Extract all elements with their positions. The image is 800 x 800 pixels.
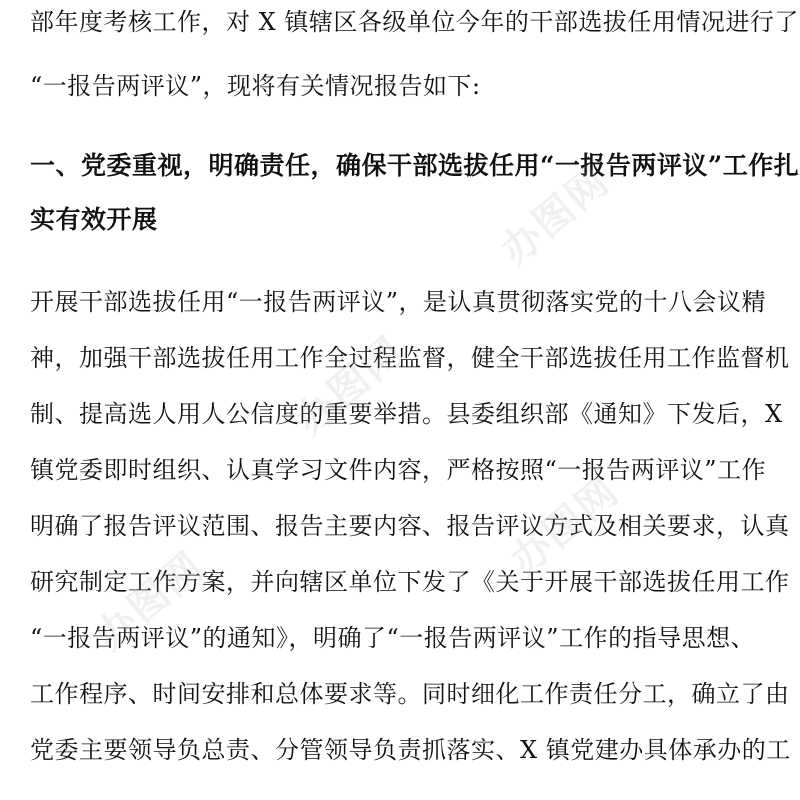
text-line-3: 开展干部选拔任用“一报告两评议”，是认真贯彻落实党的十八会议精 [30,288,767,316]
watermark-right: 办图网 [502,468,629,585]
watermark-left: 办图网 [87,543,214,660]
text-line-7: 明确了报告评议范围、报告主要内容、报告评议方式及相关要求，认真 [30,512,790,540]
text-line-8: 研究制定工作方案，并向辖区单位下发了《关于开展干部选拔任用工作 [30,568,790,596]
text-line-1: 部年度考核工作，对 X 镇辖区各级单位今年的干部选拔任用情况进行了 [30,8,799,36]
text-line-10: 工作程序、时间安排和总体要求等。同时细化工作责任分工，确立了由 [30,680,790,708]
section-heading-line-2: 实有效开展 [30,205,158,234]
text-line-4: 神，加强干部选拔任用工作全过程监督，健全干部选拔任用工作监督机 [30,344,790,372]
text-line-2: “一报告两评议”，现将有关情况报告如下: [30,72,481,100]
text-line-6: 镇党委即时组织、认真学习文件内容，严格按照“一报告两评议”工作 [30,456,767,484]
text-line-9: “一报告两评议”的通知》，明确了“一报告两评议”工作的指导思想、 [30,624,756,652]
section-heading-line-1: 一、党委重视，明确责任，确保干部选拔任用“一报告两评议”工作扎 [30,151,800,180]
watermark-top-right: 办图网 [492,158,619,275]
text-line-5: 制、提高选人用人公信度的重要举措。县委组织部《通知》下发后，X [30,400,783,428]
watermark-center: 办图网 [287,328,414,445]
text-line-11: 党委主要领导负总责、分管领导负责抓落实、X 镇党建办具体承办的工 [30,736,791,764]
